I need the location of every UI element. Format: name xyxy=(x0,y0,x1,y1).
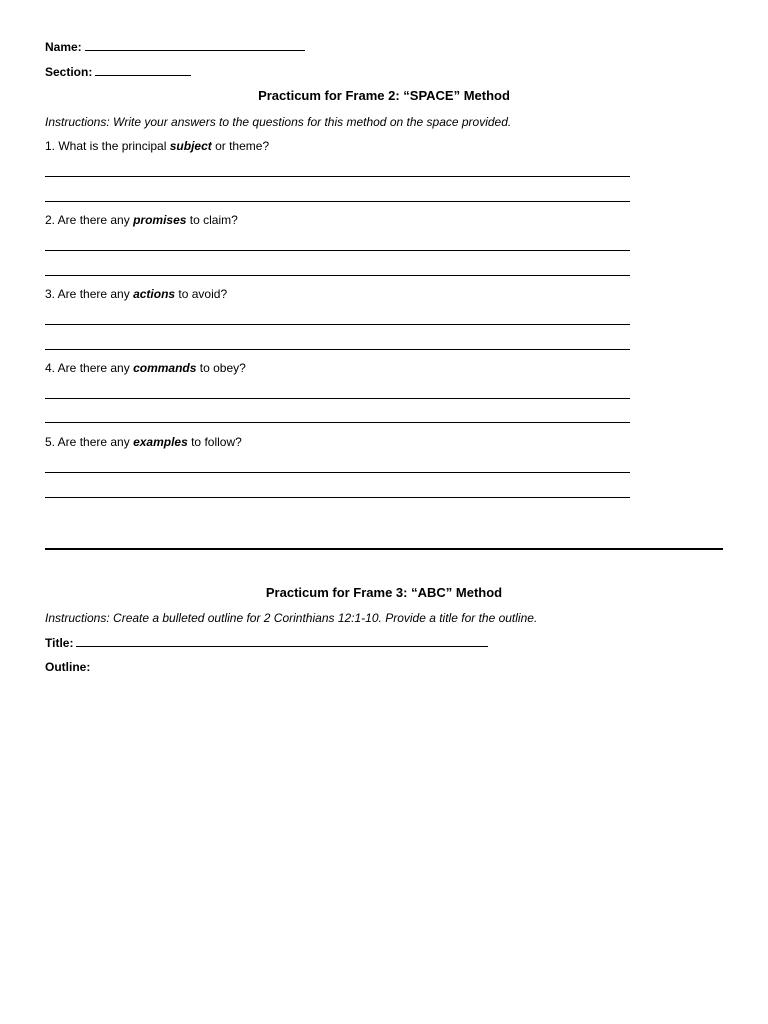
question-1-suffix: or theme? xyxy=(211,139,270,153)
question-2-prefix: 2. Are there any xyxy=(45,213,134,227)
name-blank[interactable] xyxy=(85,40,305,51)
question-1-prefix: 1. What is the principal xyxy=(45,139,170,153)
section-field-row xyxy=(45,65,191,79)
answer-line-3a[interactable] xyxy=(45,324,630,325)
outline-label: Outline: xyxy=(45,660,91,674)
question-2-key: promises xyxy=(133,213,187,227)
name-label: Name: xyxy=(45,40,82,54)
question-2 xyxy=(45,213,238,227)
frame3-title: Practicum for Frame 3: “ABC” Method xyxy=(265,585,503,600)
question-1-key: subject xyxy=(169,139,212,153)
question-3 xyxy=(45,287,227,301)
question-3-key: actions xyxy=(133,287,176,301)
answer-line-4a[interactable] xyxy=(45,398,630,399)
question-4 xyxy=(45,361,246,375)
question-5 xyxy=(45,435,242,449)
answer-line-2a[interactable] xyxy=(45,250,630,251)
section-label: Section: xyxy=(45,65,93,79)
question-3-suffix: to avoid? xyxy=(175,287,228,301)
answer-line-3b[interactable] xyxy=(45,349,630,350)
frame3-instructions: Instructions: Create a bulleted outline for 2 Corinthians 12:1-10. Provide a title for the outline. xyxy=(45,611,538,625)
section-blank[interactable] xyxy=(95,65,191,76)
name-field-row xyxy=(45,40,305,54)
question-2-suffix: to claim? xyxy=(186,213,238,227)
answer-line-1a[interactable] xyxy=(45,176,630,177)
question-1 xyxy=(45,139,269,153)
section-divider xyxy=(45,548,723,550)
question-5-suffix: to follow? xyxy=(187,435,242,449)
question-5-prefix: 5. Are there any xyxy=(45,435,134,449)
outline-title-blank[interactable] xyxy=(76,636,488,647)
answer-line-2b[interactable] xyxy=(45,275,630,276)
question-4-key: commands xyxy=(133,361,197,375)
answer-line-5b[interactable] xyxy=(45,497,630,498)
answer-line-5a[interactable] xyxy=(45,472,630,473)
outline-title-row xyxy=(45,636,488,650)
answer-line-1b[interactable] xyxy=(45,201,630,202)
frame2-instructions: Instructions: Write your answers to the questions for this method on the space provided. xyxy=(45,115,512,129)
question-3-prefix: 3. Are there any xyxy=(45,287,134,301)
frame2-title: Practicum for Frame 2: “SPACE” Method xyxy=(258,88,510,103)
question-4-suffix: to obey? xyxy=(196,361,246,375)
outline-title-label: Title: xyxy=(45,636,74,650)
question-4-prefix: 4. Are there any xyxy=(45,361,134,375)
question-5-key: examples xyxy=(133,435,188,449)
answer-line-4b[interactable] xyxy=(45,422,630,423)
